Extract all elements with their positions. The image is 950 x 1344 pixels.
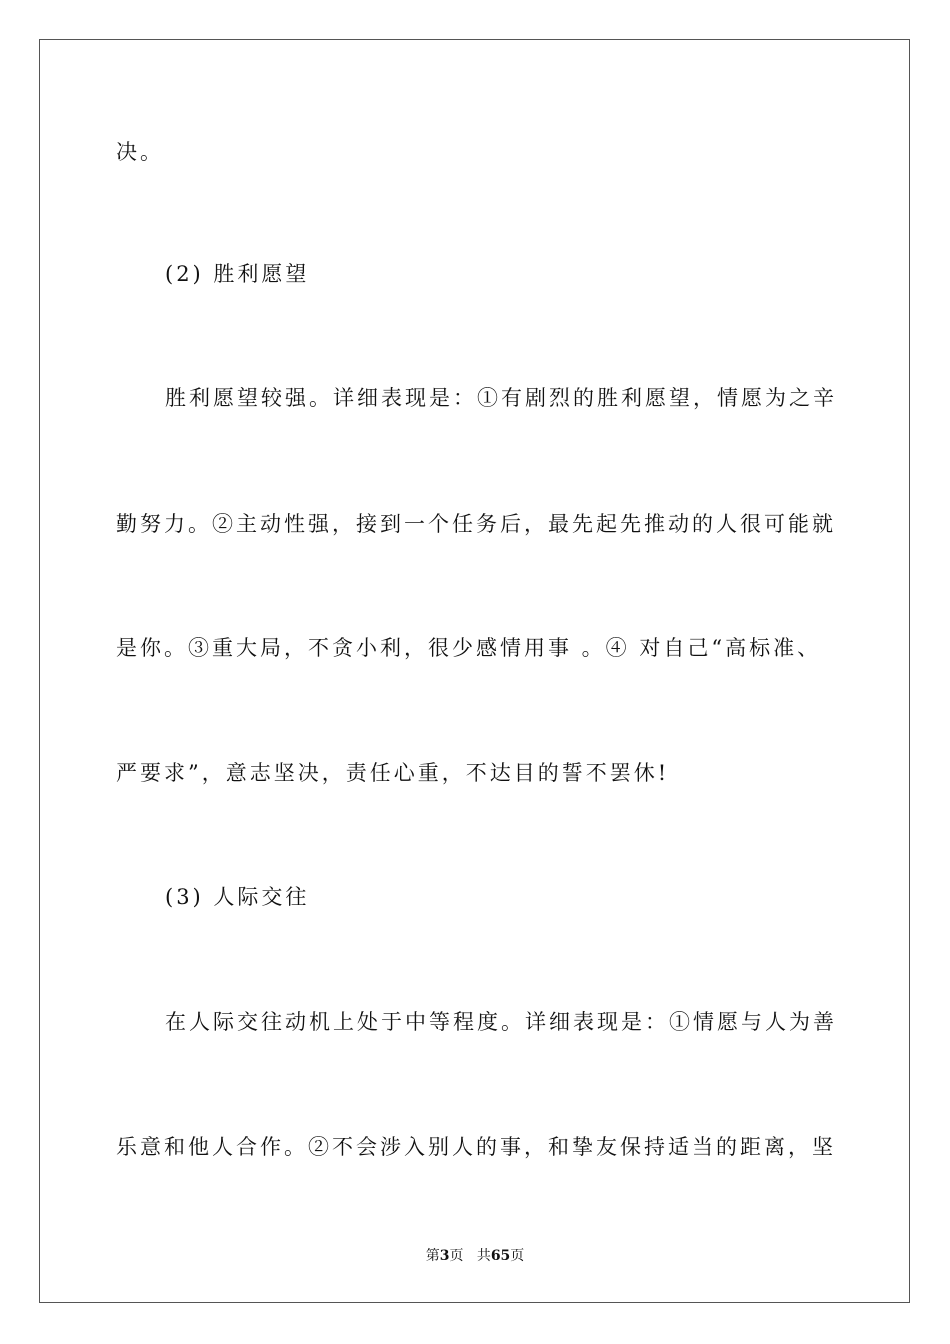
text-line-5: 是你。③重大局，不贪小利，很少感情用事 。④ 对自己“高标准、 [116, 636, 822, 660]
footer-page-number: 3 [439, 1248, 450, 1264]
text-line-9: 乐意和他人合作。②不会涉入别人的事，和挚友保持适当的距离，坚 [116, 1135, 836, 1159]
section-heading-2: (2) 胜利愿望 [165, 262, 310, 286]
footer-total-pages: 65 [490, 1248, 511, 1264]
page-footer [0, 1247, 950, 1265]
section-heading-3: (3) 人际交往 [165, 885, 310, 909]
footer-total-prefix: 共 [476, 1248, 491, 1264]
text-line-4: 勤努力。②主动性强，接到一个任务后，最先起先推动的人很可能就 [116, 512, 836, 536]
text-line-6: 严要求”，意志坚决，责任心重，不达目的誓不罢休! [116, 761, 670, 785]
text-line-8: 在人际交往动机上处于中等程度。详细表现是：①情愿与人为善 [165, 1010, 837, 1034]
footer-page-prefix: 第 [425, 1248, 440, 1264]
page-border [39, 39, 910, 1303]
footer-page-suffix: 页 [449, 1248, 464, 1264]
text-line-1: 决。 [116, 140, 164, 164]
footer-total-suffix: 页 [510, 1248, 525, 1264]
text-line-3: 胜利愿望较强。详细表现是：①有剧烈的胜利愿望，情愿为之辛 [165, 386, 837, 410]
